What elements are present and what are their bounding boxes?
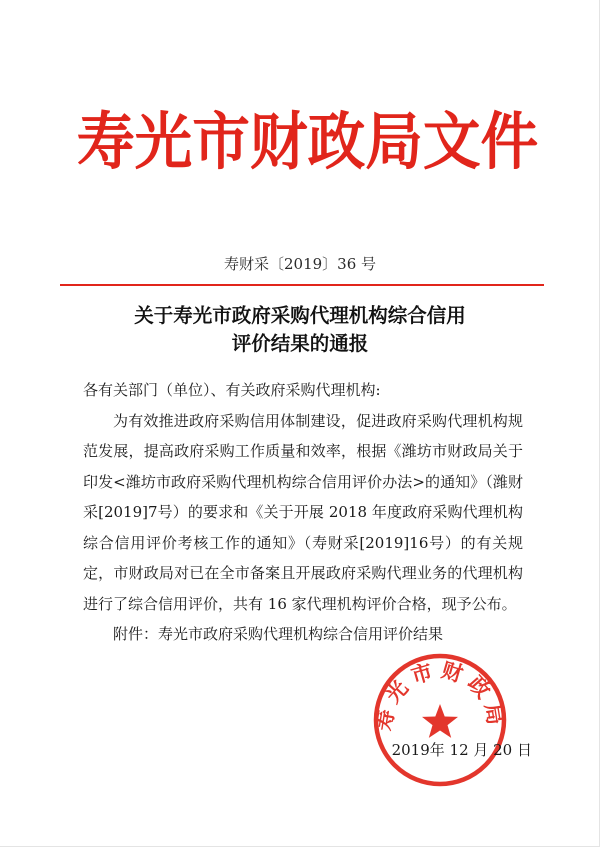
official-seal-stamp <box>370 650 510 790</box>
title-line-1: 关于寿光市政府采购代理机构综合信用 <box>134 304 466 327</box>
document-masthead: 寿光市财政局文件 <box>76 105 539 178</box>
document-body <box>83 375 523 650</box>
title-line-2: 评价结果的通报 <box>231 332 369 355</box>
seal-text: 寿光市财政局 <box>370 656 510 733</box>
document-number: 寿财采〔2019〕36 号 <box>223 255 377 273</box>
salutation: 各有关部门（单位）、有关政府采购代理机构: <box>83 381 381 399</box>
document-title <box>0 302 600 358</box>
attachment-line: 附件：寿光市政府采购代理机构综合信用评价结果 <box>113 625 444 643</box>
star-icon <box>422 704 458 738</box>
issue-date: 2019年 12 月 20 日 <box>391 741 532 759</box>
red-divider-line <box>60 284 544 286</box>
body-paragraph: 为有效推进政府采购信用体制建设，促进政府采购代理机构规范发展，提高政府采购工作质量和效率，根据《潍坊市财政局关于印发<潍坊市政府采购代理机构综合信用评价办法>的通知》（潍财采[2019]7号）的要求和《关于开展 2018 年度政府采购代理机构综合信用评价考核工作的通知》（寿财采[2019]16号）的有关规定，市财政局对已在全市备案且开展政府采购代理业务的代理机构进行了综合信用评价，共有 16 家代理机构评价合格，现予公布。 <box>83 411 523 613</box>
